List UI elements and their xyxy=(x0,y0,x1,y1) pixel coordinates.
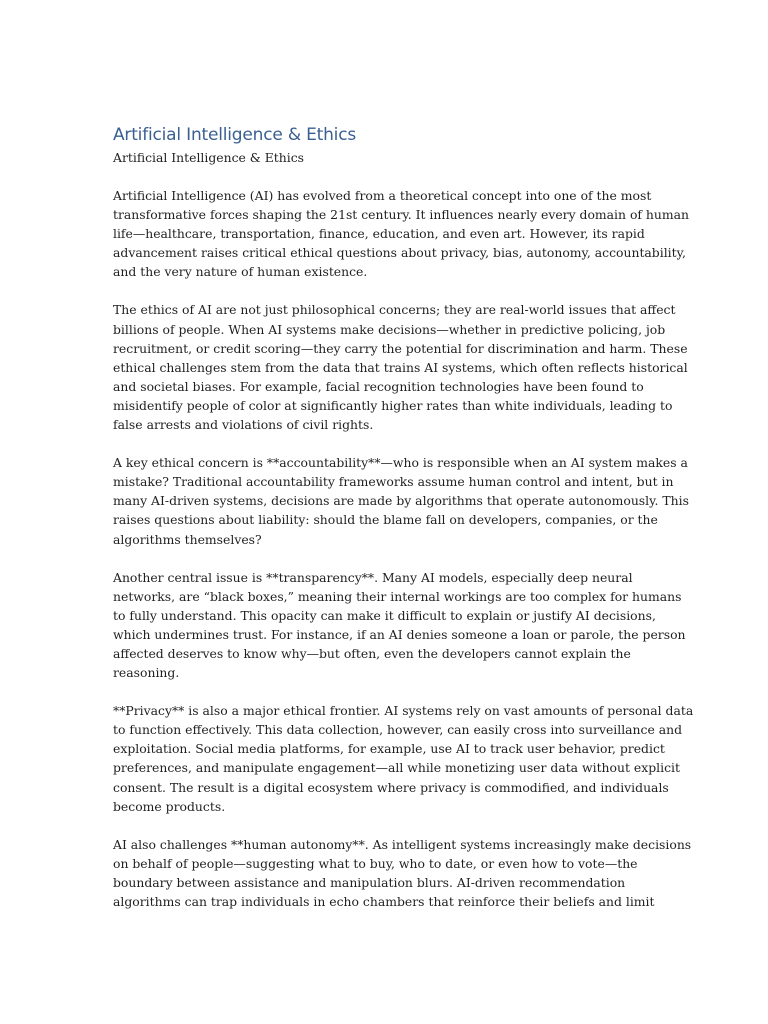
paragraph-line: life—healthcare, transportation, finance, education, and even art. However, its rapid xyxy=(113,226,645,242)
paragraph-line: on behalf of people—suggesting what to buy, who to date, or even how to vote—the xyxy=(113,855,638,871)
paragraph-line: boundary between assistance and manipulation blurs. AI-driven recommendation xyxy=(113,874,626,890)
document-body xyxy=(113,186,694,911)
paragraph-line: many AI-driven systems, decisions are made by algorithms that operate autonomously. This xyxy=(113,493,689,509)
paragraph-line: preferences, and manipulate engagement—all while monetizing user data without explicit xyxy=(113,760,680,776)
paragraph-line: advancement raises critical ethical questions about privacy, bias, autonomy, accountability, xyxy=(113,245,686,261)
document-subtitle: Artificial Intelligence & Ethics xyxy=(113,150,305,165)
paragraph-line: raises questions about liability: should the blame fall on developers, companies, or the xyxy=(113,512,658,528)
body-paragraph xyxy=(113,453,689,548)
paragraph-line: algorithms themselves? xyxy=(113,531,262,547)
paragraph-line: reasoning. xyxy=(113,665,180,681)
body-paragraph xyxy=(113,835,692,911)
paragraph-line: misidentify people of color at significantly higher rates than white individuals, leading to xyxy=(113,397,673,413)
paragraph-line: The ethics of AI are not just philosophical concerns; they are real-world issues that affect xyxy=(113,302,676,318)
paragraph-line: Another central issue is **transparency**. Many AI models, especially deep neural xyxy=(113,569,633,585)
paragraph-line: to function effectively. This data collection, however, can easily cross into surveillance and xyxy=(113,722,683,738)
body-paragraph xyxy=(113,300,688,434)
paragraph-line: **Privacy** is also a major ethical frontier. AI systems rely on vast amounts of personal data xyxy=(113,703,694,719)
body-paragraph xyxy=(113,186,689,281)
paragraph-line: to fully understand. This opacity can make it difficult to explain or justify AI decisions, xyxy=(113,607,656,623)
document-title: Artificial Intelligence & Ethics xyxy=(113,125,357,145)
paragraph-line: false arrests and violations of civil rights. xyxy=(113,417,374,433)
body-paragraph xyxy=(113,568,686,683)
paragraph-line: algorithms can trap individuals in echo chambers that reinforce their beliefs and limit xyxy=(113,894,655,909)
paragraph-line: A key ethical concern is **accountability**—who is responsible when an AI system makes a xyxy=(113,455,688,471)
paragraph-line: mistake? Traditional accountability frameworks assume human control and intent, but in xyxy=(113,474,674,490)
paragraph-line: networks, are “black boxes,” meaning their internal workings are too complex for humans xyxy=(113,588,682,604)
paragraph-line: transformative forces shaping the 21st century. It influences nearly every domain of human xyxy=(113,207,689,223)
paragraph-line: recruitment, or credit scoring—they carry the potential for discrimination and harm. These xyxy=(113,340,688,356)
paragraph-line: which undermines trust. For instance, if an AI denies someone a loan or parole, the person xyxy=(113,626,686,642)
paragraph-line: and the very nature of human existence. xyxy=(113,264,368,280)
body-paragraph xyxy=(113,701,694,816)
paragraph-line: ethical challenges stem from the data that trains AI systems, which often reflects historical xyxy=(113,359,688,375)
paragraph-line: affected deserves to know why—but often, even the developers cannot explain the xyxy=(113,645,631,661)
paragraph-line: AI also challenges **human autonomy**. As intelligent systems increasingly make decisions xyxy=(113,836,692,852)
paragraph-line: exploitation. Social media platforms, for example, use AI to track user behavior, predict xyxy=(113,741,665,757)
paragraph-line: and societal biases. For example, facial recognition technologies have been found to xyxy=(113,378,644,394)
paragraph-line: billions of people. When AI systems make decisions—whether in predictive policing, job xyxy=(113,321,666,337)
paragraph-line: consent. The result is a digital ecosystem where privacy is commodified, and individuals xyxy=(113,779,669,795)
paragraph-line: become products. xyxy=(113,798,226,814)
paragraph-line: Artificial Intelligence (AI) has evolved from a theoretical concept into one of the most xyxy=(113,188,652,203)
